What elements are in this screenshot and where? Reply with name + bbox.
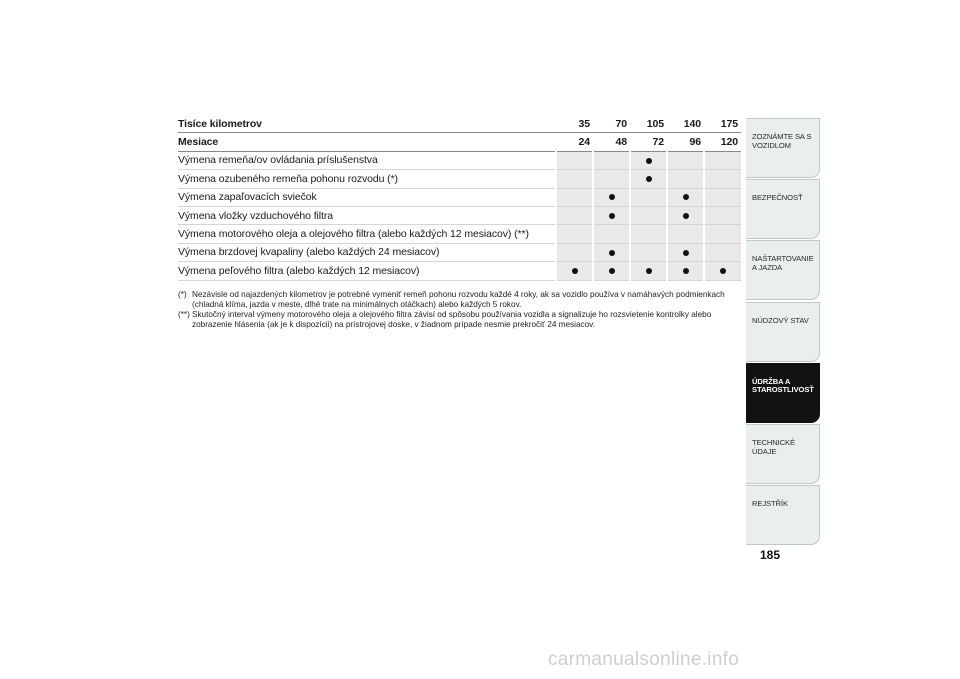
interval-cell xyxy=(704,225,741,243)
chapter-tab-label: TECHNICKÉ ÚDAJE xyxy=(752,437,795,456)
interval-cell xyxy=(667,225,704,243)
km-value: 105 xyxy=(630,115,667,133)
km-value: 70 xyxy=(593,115,630,133)
interval-cell xyxy=(593,243,630,261)
chapter-tab[interactable] xyxy=(746,302,820,362)
chapter-tab[interactable] xyxy=(746,485,820,545)
interval-cell xyxy=(593,225,630,243)
table-row xyxy=(178,225,741,243)
footnote-text: Nezávisle od najazdených kilometrov je potrebné vymeniť remeň pohonu rozvodu každé 4 roky, ak sa vozidlo používa v namáhavých podmienkach (chladná klíma, jazda v meste, dlhé trate na minimálnych otáčkach) alebo každých 5 rokov. xyxy=(192,290,725,309)
month-value: 96 xyxy=(667,133,704,151)
bullet-icon xyxy=(646,176,652,182)
interval-cell xyxy=(667,262,704,280)
chapter-tab-label: NAŠTARTOVANIE A JAZDA xyxy=(752,254,814,272)
operation-label: Výmena brzdovej kvapaliny (alebo každých 24 mesiacov) xyxy=(178,243,556,261)
chapter-tab[interactable] xyxy=(746,424,820,484)
page-number: 185 xyxy=(760,548,781,562)
watermark-text: carmanualsonline.info xyxy=(548,649,740,670)
km-value: 35 xyxy=(556,115,593,133)
interval-cell xyxy=(704,170,741,188)
bullet-icon xyxy=(609,194,615,200)
footnote-mark: (**) xyxy=(178,310,190,320)
table-row xyxy=(178,151,741,169)
interval-cell xyxy=(556,262,593,280)
bullet-icon xyxy=(683,268,689,274)
table-row xyxy=(178,188,741,206)
table-row xyxy=(178,243,741,261)
interval-cell xyxy=(556,243,593,261)
interval-cell xyxy=(630,243,667,261)
interval-cell xyxy=(630,225,667,243)
month-value: 24 xyxy=(556,133,593,151)
interval-cell xyxy=(556,225,593,243)
chapter-tabs xyxy=(746,118,820,546)
interval-cell xyxy=(704,243,741,261)
maintenance-schedule-table xyxy=(178,115,741,281)
bullet-icon xyxy=(609,268,615,274)
interval-cell xyxy=(630,151,667,169)
operation-label: Výmena peľového filtra (alebo každých 12 mesiacov) xyxy=(178,262,556,280)
interval-cell xyxy=(667,170,704,188)
bullet-icon xyxy=(683,213,689,219)
footnote xyxy=(178,310,738,329)
chapter-tab[interactable] xyxy=(746,179,820,239)
km-value: 140 xyxy=(667,115,704,133)
months-header-label: Mesiace xyxy=(178,133,556,151)
bullet-icon xyxy=(646,268,652,274)
chapter-tab-label: ÚDRŽBA A STAROSTLIVOSŤ xyxy=(752,376,814,395)
bullet-icon xyxy=(683,194,689,200)
operation-label: Výmena vložky vzduchového filtra xyxy=(178,206,556,224)
interval-cell xyxy=(593,151,630,169)
interval-cell xyxy=(704,188,741,206)
chapter-tab-label: NÚDZOVÝ STAV xyxy=(752,315,809,325)
month-value: 120 xyxy=(704,133,741,151)
interval-cell xyxy=(667,151,704,169)
maintenance-table-body xyxy=(178,115,741,280)
interval-cell xyxy=(556,151,593,169)
interval-cell xyxy=(704,262,741,280)
chapter-tab[interactable] xyxy=(746,240,820,300)
month-value: 48 xyxy=(593,133,630,151)
interval-cell xyxy=(704,151,741,169)
km-value: 175 xyxy=(704,115,741,133)
kilometers-header-row xyxy=(178,115,741,133)
interval-cell xyxy=(593,262,630,280)
interval-cell xyxy=(556,170,593,188)
interval-cell xyxy=(667,206,704,224)
interval-cell xyxy=(593,170,630,188)
operation-label: Výmena zapaľovacích sviečok xyxy=(178,188,556,206)
interval-cell xyxy=(556,188,593,206)
operation-label: Výmena ozubeného remeňa pohonu rozvodu (*) xyxy=(178,170,556,188)
interval-cell xyxy=(630,262,667,280)
kilometers-header-label: Tisíce kilometrov xyxy=(178,115,556,133)
chapter-tab[interactable] xyxy=(746,118,820,178)
interval-cell xyxy=(630,206,667,224)
bullet-icon xyxy=(609,250,615,256)
chapter-tab-label: ZOZNÁMTE SA S VOZIDLOM xyxy=(752,132,812,150)
interval-cell xyxy=(704,206,741,224)
table-row xyxy=(178,170,741,188)
month-value: 72 xyxy=(630,133,667,151)
bullet-icon xyxy=(572,268,578,274)
chapter-tab-label: BEZPEČNOSŤ xyxy=(752,193,803,203)
bullet-icon xyxy=(646,158,652,164)
chapter-tab[interactable] xyxy=(746,363,820,423)
footnote-mark: (*) xyxy=(178,290,187,299)
bullet-icon xyxy=(720,268,726,274)
footnote-text: Skutočný interval výmeny motorového oleja a olejového filtra závisí od spôsobu používania vozidla a signalizuje ho rozsvietenie kontrolky alebo zobrazenie hlásenia (ak je k dispozícii) na prístrojovej doske, v žiadnom prípade nesmie prekročiť 24 mesiacov. xyxy=(192,310,712,329)
footnotes xyxy=(178,290,738,330)
operation-label: Výmena remeňa/ov ovládania príslušenstva xyxy=(178,151,556,169)
interval-cell xyxy=(630,188,667,206)
interval-cell xyxy=(630,170,667,188)
interval-cell xyxy=(667,188,704,206)
table-row xyxy=(178,206,741,224)
interval-cell xyxy=(593,206,630,224)
footnote xyxy=(178,290,738,309)
bullet-icon xyxy=(609,213,615,219)
table-row xyxy=(178,262,741,280)
months-header-row xyxy=(178,133,741,151)
interval-cell xyxy=(667,243,704,261)
interval-cell xyxy=(593,188,630,206)
chapter-tab-label: REJSTŘÍK xyxy=(752,499,788,509)
operation-label: Výmena motorového oleja a olejového filtra (alebo každých 12 mesiacov) (**) xyxy=(178,225,556,243)
interval-cell xyxy=(556,206,593,224)
bullet-icon xyxy=(683,250,689,256)
